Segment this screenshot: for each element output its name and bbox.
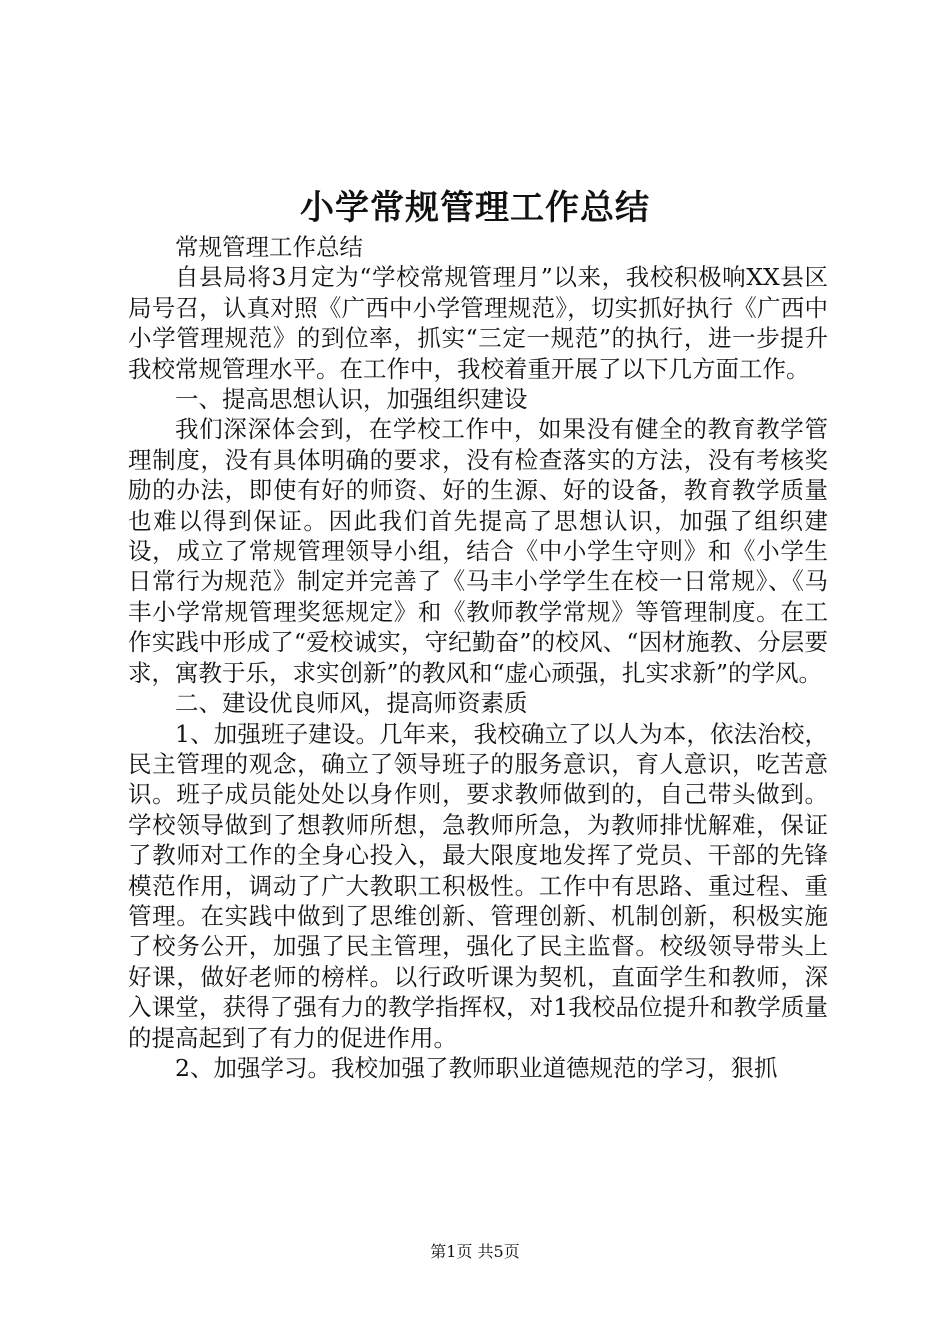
- paragraph-item-1: 1、加强班子建设。几年来，我校确立了以人为本，依法治校，民主管理的观念，确立了领导班子的服务意识，育人意识，吃苦意识。班子成员能处处以身作则，要求教师做到的，自己带头做到。学校领导做到了想教师所想，急教师所急，为教师排忧解难，保证了教师对工作的全身心投入，最大限度地发挥了党员、干部的先锋模范作用，调动了广大教职工积极性。工作中有思路、重过程、重管理。在实践中做到了思维创新、管理创新、机制创新，积极实施了校务公开，加强了民主管理，强化了民主监督。校级领导带头上好课，做好老师的榜样。以行政听课为契机，直面学生和教师，深入课堂，获得了强有力的教学指挥权，对1我校品位提升和教学质量的提高起到了有力的促进作用。: [128, 719, 828, 1052]
- document-title: 小学常规管理工作总结: [300, 188, 650, 228]
- paragraph-item-2: 2、加强学习。我校加强了教师职业道德规范的学习，狠抓: [175, 1053, 778, 1082]
- page-footer: 第1页 共5页: [430, 1242, 520, 1261]
- document-body: [128, 232, 828, 1083]
- paragraph-section-1: 我们深深体会到，在学校工作中，如果没有健全的教育教学管理制度，没有具体明确的要求，没有检查落实的方法，没有考核奖励的办法，即使有好的师资、好的生源、好的设备，教育教学质量也难以得到保证。因此我们首先提高了思想认识，加强了组织建设，成立了常规管理领导小组，结合《中小学生守则》和《小学生日常行为规范》制定并完善了《马丰小学学生在校一日常规》、《马丰小学常规管理奖惩规定》和《教师教学常规》等管理制度。在工作实践中形成了“爱校诚实，守纪勤奋”的校风、“因材施教、分层要求，寓教于乐，求实创新”的教风和“虚心顽强，扎实求新”的学风。: [128, 415, 828, 687]
- section-heading-1: 一、提高思想认识，加强组织建设: [175, 385, 528, 414]
- section-heading-2: 二、建设优良师风，提高师资素质: [175, 689, 528, 718]
- paragraph-subtitle: 常规管理工作总结: [175, 233, 363, 261]
- paragraph-intro: 自县局将3月定为“学校常规管理月”以来，我校积极响XX县区局号召，认真对照《广西中小学管理规范》，切实抓好执行《广西中小学管理规范》的到位率，抓实“三定一规范”的执行，进一步提升我校常规管理水平。在工作中，我校着重开展了以下几方面工作。: [128, 263, 828, 383]
